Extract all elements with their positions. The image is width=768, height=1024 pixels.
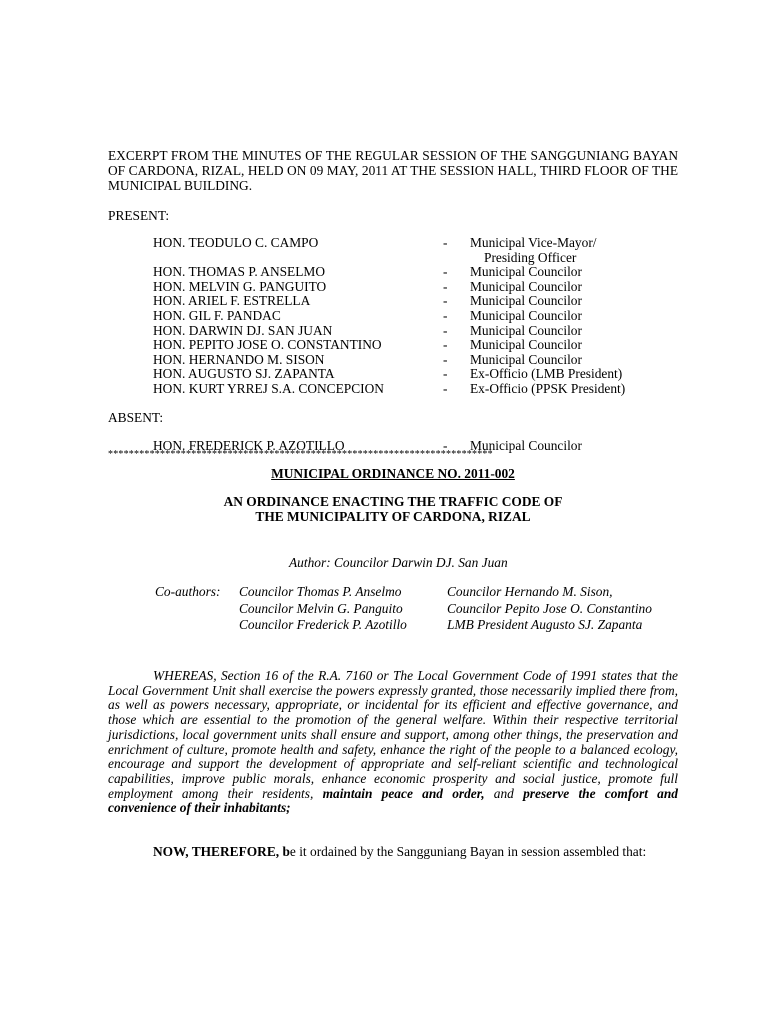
member-dash: - [443,322,448,338]
member-row [153,265,625,280]
member-role-line2: Presiding Officer [484,249,577,265]
member-role: Ex-Officio (PPSK President) [470,380,626,396]
member-dash: - [443,351,448,367]
member-row [153,280,625,295]
whereas-bold-peace: maintain peace and order, [322,785,485,801]
whereas-text: WHEREAS, Section 16 of the R.A. 7160 or The Local Government Code of 1991 states that the Local Government Unit shall exercise the powers expressly granted, those necessarily implied there from, as well as powers necessary, appropriate, or incidental for its efficient and effective governance, and those which are essential to the promotion of the general welfare. Within their respective territorial jurisdictions, local government units shall ensure and support, among other things, the preservation and enrichment of culture, promote health and safety, enhance the right of the people to a balanced ecology, encourage and support the development of appropriate and self-reliant scientific and technological capabilities, improve public morals, enhance economic prosperity and social justice, promote full employment among their residents, [108,668,678,801]
member-role: Municipal Councilor [470,293,582,309]
member-dash: - [443,293,448,309]
member-name: HON. PEPITO JOSE O. CONSTANTINO [153,337,382,353]
whereas-bold-comfort: preserve the comfort and convenience of their inhabitants; [108,785,678,816]
member-role: Municipal Vice-Mayor/ Presiding Officer [470,236,625,265]
member-role: Municipal Councilor [470,337,582,353]
member-name: HON. HERNANDO M. SISON [153,351,325,367]
member-dash: - [443,366,448,382]
coauthor-name: LMB President Augusto SJ. Zapanta [447,617,643,633]
member-row [153,382,625,397]
coauthor-name: Councilor Pepito Jose O. Constantino [447,600,652,616]
coauthor-row [155,618,652,633]
member-name: HON. ARIEL F. ESTRELLA [153,293,311,309]
member-dash: - [443,380,448,396]
member-role: Municipal Councilor [470,351,582,367]
member-role: Ex-Officio (LMB President) [470,366,623,382]
member-name: HON. KURT YRREJ S.A. CONCEPCION [153,380,384,396]
excerpt-heading: EXCERPT FROM THE MINUTES OF THE REGULAR SESSION OF THE SANGGUNIANG BAYAN OF CARDONA, RIZAL, HELD ON 09 MAY, 2011 AT THE SESSION HALL, THIRD FLOOR OF THE MUNICIPAL BUILDING. [108,148,678,193]
coauthors-table [153,583,654,635]
now-therefore-bold: NOW, THEREFORE, b [153,844,290,859]
present-list [153,236,625,397]
member-name: HON. AUGUSTO SJ. ZAPANTA [153,366,335,382]
coauthor-row [155,585,652,600]
coauthor-name: Councilor Melvin G. Panguito [239,600,403,616]
absent-label: ABSENT: [108,410,164,425]
member-dash: - [443,235,448,250]
member-dash: - [443,307,448,323]
member-dash: - [443,337,448,353]
now-therefore-text: e it ordained by the Sangguniang Bayan in session assembled that: [289,844,647,859]
separator-line: ************************************************************************** [108,449,493,460]
member-dash: - [443,264,448,280]
member-row [153,367,625,382]
ordinance-title-line2: THE MUNICIPALITY OF CARDONA, RIZAL [255,509,531,524]
coauthor-row [155,602,652,617]
member-role: Municipal Councilor [470,264,582,280]
coauthor-name: Councilor Hernando M. Sison, [447,584,613,599]
ordinance-title-line1: AN ORDINANCE ENACTING THE TRAFFIC CODE OF [223,494,563,509]
member-name: HON. DARWIN DJ. SAN JUAN [153,322,333,338]
whereas-and: and [484,785,524,801]
ordinance-number: MUNICIPAL ORDINANCE NO. 2011-002 [271,466,515,481]
member-name: HON. FREDERICK P. AZOTILLO [153,438,345,453]
member-dash: - [443,278,448,294]
member-row [153,324,625,339]
member-row [153,309,625,324]
member-row [153,294,625,309]
ordinance-title [108,494,678,524]
whereas-paragraph [108,669,678,816]
member-role: Municipal Councilor [470,278,582,294]
coauthor-name: Councilor Frederick P. Azotillo [239,617,407,633]
member-dash: - [443,438,448,453]
member-name: HON. THOMAS P. ANSELMO [153,264,325,280]
present-label: PRESENT: [108,208,170,223]
member-row [153,338,625,353]
now-therefore-paragraph [108,845,678,860]
member-role: Municipal Councilor [470,438,582,453]
member-row [153,236,625,265]
author-line: Author: Councilor Darwin DJ. San Juan [289,555,508,570]
member-row [153,353,625,368]
member-name: HON. MELVIN G. PANGUITO [153,278,327,294]
member-role: Municipal Councilor [470,322,582,338]
member-name: HON. GIL F. PANDAC [153,307,281,323]
coauthors-label: Co-authors: [155,584,221,599]
member-role: Municipal Councilor [470,307,582,323]
coauthor-name: Councilor Thomas P. Anselmo [239,584,402,599]
member-name: HON. TEODULO C. CAMPO [153,235,319,250]
